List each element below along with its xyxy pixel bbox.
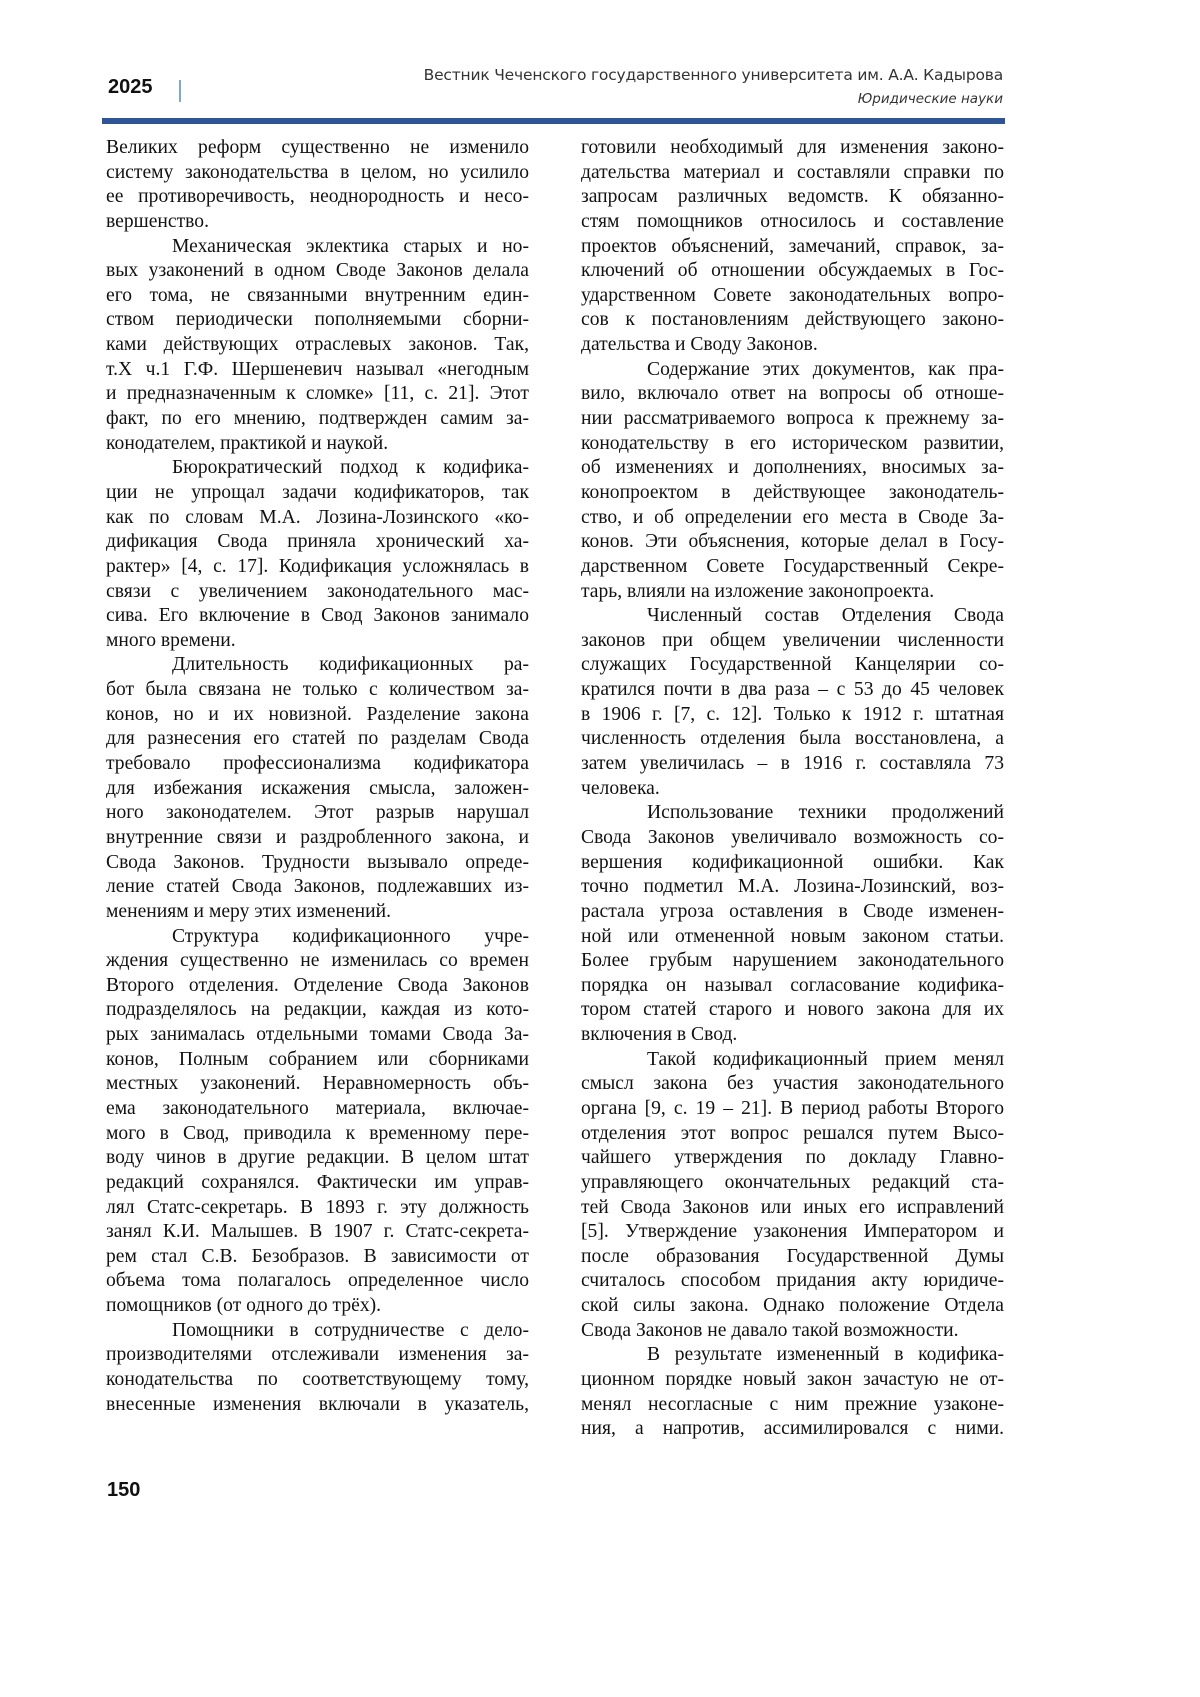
text-line: тором статей старого и нового закона для их	[581, 998, 1004, 1023]
text-line: ление статей Свода Законов, подлежавших из-	[106, 875, 529, 900]
paragraph	[106, 1319, 529, 1418]
text-line: Бюрократический подход к кодифика-	[106, 456, 529, 481]
journal-title: Вестник Чеченского государственного университета им. А.А. Кадырова	[424, 66, 1003, 84]
page-number: 150	[107, 1479, 140, 1502]
text-line: Свода Законов увеличивало возможность со-	[581, 826, 1004, 851]
text-line: органа [9, с. 19 – 21]. В период работы Второго	[581, 1097, 1004, 1122]
text-line: конодательству в его историческом развитии,	[581, 432, 1004, 457]
text-line: Свода Законов. Трудности вызывало опреде-	[106, 851, 529, 876]
paragraph	[581, 358, 1004, 604]
text-line: ного законодателем. Этот разрыв нарушал	[106, 801, 529, 826]
text-line: для избежания искажения смысла, заложен-	[106, 777, 529, 802]
text-line: точно подметил М.А. Лозина-Лозинский, воз-	[581, 875, 1004, 900]
text-line: ударственном Совете законодательных вопро-	[581, 284, 1004, 309]
text-line: мого в Свод, приводила к временному пере-	[106, 1122, 529, 1147]
text-line: ции не упрощал задачи кодификаторов, так	[106, 481, 529, 506]
text-line: Более грубым нарушением законодательного	[581, 949, 1004, 974]
text-line: местных узаконений. Неравномерность объ-	[106, 1072, 529, 1097]
text-line: [5]. Утверждение узаконения Императором и	[581, 1220, 1004, 1245]
paragraph	[581, 604, 1004, 801]
text-line: вых узаконений в одном Своде Законов делала	[106, 259, 529, 284]
text-line: и предназначенным к сломке» [11, с. 21]. Этот	[106, 382, 529, 407]
paragraph	[581, 801, 1004, 1047]
text-line: много времени.	[106, 629, 529, 654]
text-line: порядка он называл согласование кодифика-	[581, 974, 1004, 999]
text-line: Такой кодификационный прием менял	[581, 1048, 1004, 1073]
text-line: Второго отделения. Отделение Свода Законов	[106, 974, 529, 999]
text-line: тей Свода Законов или иных его исправлений	[581, 1196, 1004, 1221]
text-line: дательства материал и составляли справки по	[581, 161, 1004, 186]
text-line: дательства и Своду Законов.	[581, 333, 1004, 358]
text-line: производителями отслеживали изменения за-	[106, 1343, 529, 1368]
paragraph	[581, 136, 1004, 358]
text-line: служащих Государственной Канцелярии со-	[581, 653, 1004, 678]
text-line: ее противоречивость, неоднородность и несо-	[106, 185, 529, 210]
text-line: Содержание этих документов, как пра-	[581, 358, 1004, 383]
text-line: рактер» [4, с. 17]. Кодификация усложнялась в	[106, 555, 529, 580]
text-line: Длительность кодификационных ра-	[106, 653, 529, 678]
text-line: воду чинов в другие редакции. В целом штат	[106, 1146, 529, 1171]
text-line: конодательства по соответствующему тому,	[106, 1368, 529, 1393]
text-line: сива. Его включение в Свод Законов занимало	[106, 604, 529, 629]
text-line: нии рассматриваемого вопроса к прежнему за-	[581, 407, 1004, 432]
journal-section: Юридические науки	[858, 91, 1003, 107]
header-divider	[179, 80, 181, 102]
text-line: вершения кодификационной ошибки. Как	[581, 851, 1004, 876]
text-line: стям помощников относилось и составление	[581, 210, 1004, 235]
paragraph	[106, 456, 529, 653]
text-line: управляющего окончательных редакций ста-	[581, 1171, 1004, 1196]
text-line: дификация Свода приняла хронический ха-	[106, 530, 529, 555]
text-line: дарственном Совете Государственный Секре-	[581, 555, 1004, 580]
text-column-right	[581, 136, 1004, 1442]
text-line: редакций сохранялся. Фактически им управ-	[106, 1171, 529, 1196]
text-line: менял несогласные с ним прежние узаконе-	[581, 1393, 1004, 1418]
text-line: связи с увеличением законодательного мас-	[106, 580, 529, 605]
text-line: в 1906 г. [7, с. 12]. Только к 1912 г. штатная	[581, 703, 1004, 728]
issue-year: 2025	[108, 76, 153, 99]
text-line: затем увеличилась – в 1916 г. составляла 73	[581, 752, 1004, 777]
text-line: после образования Государственной Думы	[581, 1245, 1004, 1270]
text-line: Помощники в сотрудничестве с дело-	[106, 1319, 529, 1344]
text-line: об изменениях и дополнениях, вносимых за-	[581, 456, 1004, 481]
paragraph	[581, 1343, 1004, 1442]
text-line: конодателем, практикой и наукой.	[106, 432, 529, 457]
text-line: вило, включало ответ на вопросы об отноше-	[581, 382, 1004, 407]
text-line: считалось способом придания акту юридиче-	[581, 1269, 1004, 1294]
text-line: Механическая эклектика старых и но-	[106, 235, 529, 260]
paragraph	[106, 235, 529, 457]
text-line: рых занималась отдельными томами Свода За-	[106, 1023, 529, 1048]
text-line: конов, Полным собранием или сборниками	[106, 1048, 529, 1073]
text-line: В результате измененный в кодифика-	[581, 1343, 1004, 1368]
text-line: объема тома полагалось определенное число	[106, 1269, 529, 1294]
paragraph	[106, 653, 529, 924]
text-line: вершенство.	[106, 210, 529, 235]
text-line: лял Статс-секретарь. В 1893 г. эту должность	[106, 1196, 529, 1221]
text-line: как по словам М.А. Лозина-Лозинского «ко-	[106, 506, 529, 531]
text-line: внутренние связи и раздробленного закона, и	[106, 826, 529, 851]
text-line: помощников (от одного до трёх).	[106, 1294, 529, 1319]
text-line: т.Х ч.1 Г.Ф. Шершеневич называл «негодным	[106, 358, 529, 383]
text-line: ством периодически пополняемыми сборни-	[106, 308, 529, 333]
text-line: его тома, не связанными внутренним един-	[106, 284, 529, 309]
paragraph	[581, 1048, 1004, 1344]
text-line: ционном порядке новый закон зачастую не от-	[581, 1368, 1004, 1393]
text-line: законов при общем увеличении численности	[581, 629, 1004, 654]
text-line: ждения существенно не изменилась со времен	[106, 949, 529, 974]
text-line: отделения этот вопрос решался путем Высо-	[581, 1122, 1004, 1147]
text-line: внесенные изменения включали в указатель,	[106, 1393, 529, 1418]
paragraph	[106, 925, 529, 1319]
text-line: ния, а напротив, ассимилировался с ними.	[581, 1417, 1004, 1442]
text-column-left	[106, 136, 529, 1417]
text-line: ками действующих отраслевых законов. Так,	[106, 333, 529, 358]
text-line: растала угроза оставления в Своде изменен-	[581, 900, 1004, 925]
text-line: запросам различных ведомств. К обязанно-	[581, 185, 1004, 210]
text-line: кратился почти в два раза – с 53 до 45 человек	[581, 678, 1004, 703]
text-line: Свода Законов не давало такой возможности.	[581, 1319, 1004, 1344]
text-line: для разнесения его статей по разделам Свода	[106, 727, 529, 752]
text-line: ема законодательного материала, включае-	[106, 1097, 529, 1122]
text-line: включения в Свод.	[581, 1023, 1004, 1048]
text-line: ной или отмененной новым законом статьи.	[581, 925, 1004, 950]
text-line: конопроектом в действующее законодатель-	[581, 481, 1004, 506]
header-rule	[102, 118, 1005, 124]
text-line: чайшего утверждения по докладу Главно-	[581, 1146, 1004, 1171]
text-line: факт, по его мнению, подтвержден самим за-	[106, 407, 529, 432]
paragraph	[106, 136, 529, 235]
text-line: Численный состав Отделения Свода	[581, 604, 1004, 629]
text-line: ключений об отношении обсуждаемых в Гос-	[581, 259, 1004, 284]
text-line: Структура кодификационного учре-	[106, 925, 529, 950]
text-line: ство, и об определении его места в Своде За-	[581, 506, 1004, 531]
text-line: человека.	[581, 777, 1004, 802]
text-line: менениям и меру этих изменений.	[106, 900, 529, 925]
text-line: систему законодательства в целом, но усилило	[106, 161, 529, 186]
text-line: смысл закона без участия законодательного	[581, 1072, 1004, 1097]
text-line: Использование техники продолжений	[581, 801, 1004, 826]
text-line: требовало профессионализма кодификатора	[106, 752, 529, 777]
text-line: подразделялось на редакции, каждая из кото-	[106, 998, 529, 1023]
text-line: тарь, влияли на изложение законопроекта.	[581, 580, 1004, 605]
text-line: занял К.И. Малышев. В 1907 г. Статс-секрета-	[106, 1220, 529, 1245]
text-line: проектов объяснений, замечаний, справок, за-	[581, 235, 1004, 260]
text-line: численность отделения была восстановлена, а	[581, 727, 1004, 752]
text-line: рем стал С.В. Безобразов. В зависимости от	[106, 1245, 529, 1270]
text-line: конов. Эти объяснения, которые делал в Госу-	[581, 530, 1004, 555]
text-line: готовили необходимый для изменения законо-	[581, 136, 1004, 161]
text-line: сов к постановлениям действующего законо-	[581, 308, 1004, 333]
text-line: ской силы закона. Однако положение Отдела	[581, 1294, 1004, 1319]
text-line: бот была связана не только с количеством за-	[106, 678, 529, 703]
text-line: Великих реформ существенно не изменило	[106, 136, 529, 161]
text-line: конов, но и их новизной. Разделение закона	[106, 703, 529, 728]
